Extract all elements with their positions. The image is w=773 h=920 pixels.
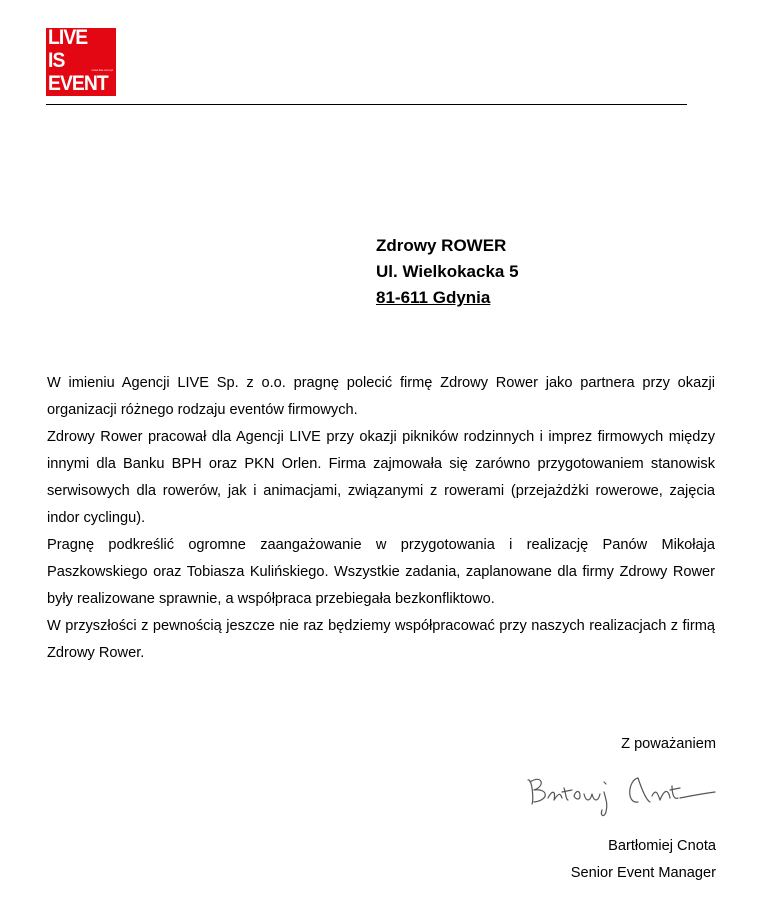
logo-line-3: EVENT <box>48 72 108 95</box>
signatory-block <box>571 833 716 887</box>
closing-salutation: Z poważaniem <box>621 736 716 752</box>
paragraph: Pragnę podkreślić ogromne zaangażowanie w przygotowania i realizację Panów Mikołaja Paszkowskiego oraz Tobiasza Kulińskiego. Wszystkie zadania, zaplanowane dla firmy Zdrowy Rower były realizowane sprawnie, a współpraca przebiegała bezkonfliktowo. <box>47 537 715 607</box>
logo-url: www.live.com.pl <box>91 68 113 72</box>
signatory-title: Senior Event Manager <box>570 865 716 881</box>
recipient-name: Zdrowy ROWER <box>376 236 507 255</box>
signatory-name: Bartłomiej Cnota <box>608 838 716 854</box>
company-logo <box>46 28 116 96</box>
recipient-street: Ul. Wielkokacka 5 <box>376 262 519 281</box>
logo-line-1: LIVE <box>48 28 88 49</box>
recipient-city: 81-611 Gdynia <box>376 288 491 307</box>
letter-body <box>47 370 715 667</box>
recipient-address <box>376 233 519 311</box>
paragraph: W przyszłości z pewnością jeszcze nie raz będziemy współpracować przy naszych realizacjach z firmą Zdrowy Rower. <box>47 618 715 661</box>
header-divider <box>46 104 687 105</box>
paragraph: W imieniu Agencji LIVE Sp. z o.o. pragnę polecić firmę Zdrowy Rower jako partnera przy okazji organizacji różnego rodzaju eventów firmowych. <box>47 375 715 418</box>
paragraph: Zdrowy Rower pracował dla Agencji LIVE przy okazji pikników rodzinnych i imprez firmowych między innymi dla Banku BPH oraz PKN Orlen. Firma zajmowała się zarówno przygotowaniem stanowisk serwisowych dla rowerów, jak i animacjami, związanymi z rowerami (przejażdżki rowerowe, zajęcia indor cyclingu). <box>47 429 715 526</box>
signature-icon <box>520 760 720 820</box>
logo-line-2: IS <box>48 49 65 72</box>
